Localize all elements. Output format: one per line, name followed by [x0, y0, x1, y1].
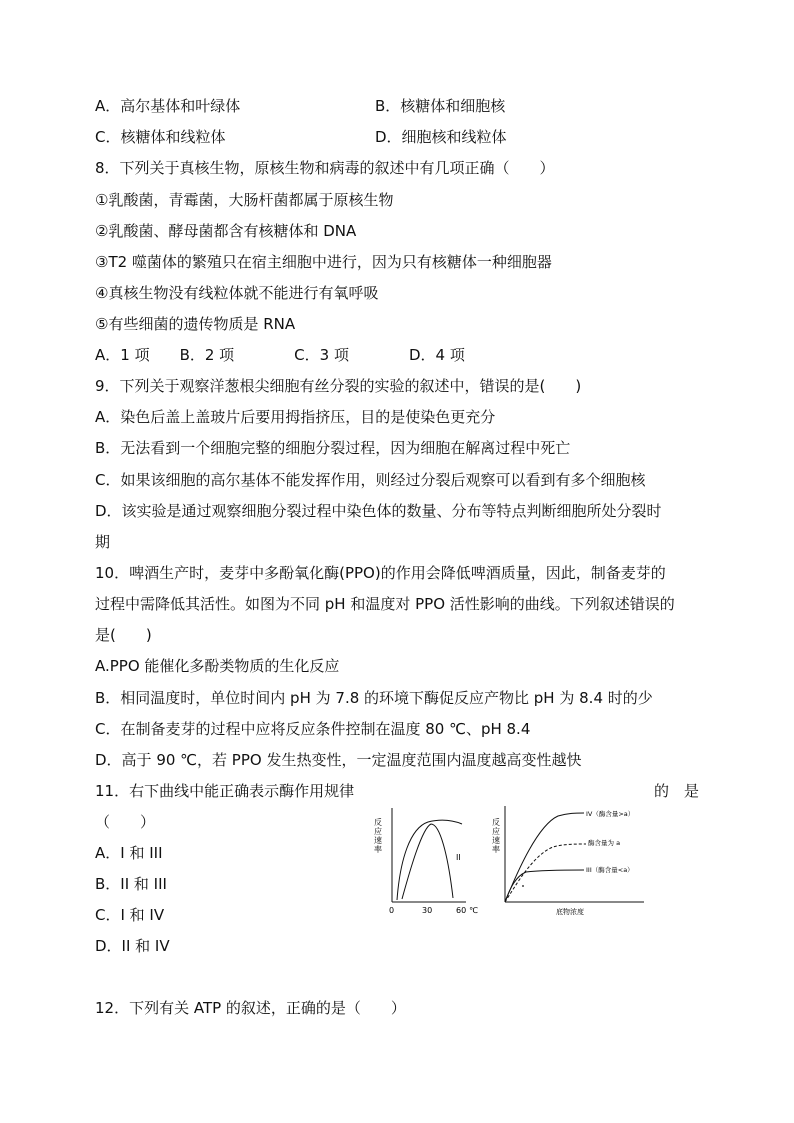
q9-option-c: C．如果该细胞的高尔基体不能发挥作用，则经过分裂后观察可以看到有多个细胞核	[95, 471, 646, 489]
q12-stem: 12．下列有关 ATP 的叙述，正确的是（ ）	[95, 999, 406, 1017]
q10-option-a: A.PPO 能催化多酚类物质的生化反应	[95, 657, 340, 675]
q9-option-d-line2: 期	[95, 533, 111, 551]
q10-stem-line1: 10．啤酒生产时，麦芽中多酚氧化酶(PPO)的作用会降低啤酒质量，因此，制备麦芽的	[95, 564, 666, 582]
q8-options: A．1 项 B．2 项 C．3 项 D．4 项	[95, 346, 465, 364]
fig-right-ylabel-2: 应	[492, 827, 500, 836]
q11-option-a: A．I 和 III	[95, 844, 163, 862]
fig-left-tick-0: 0	[389, 906, 395, 915]
fig-right-label-a: 酶含量为 a	[588, 839, 621, 847]
fig-left-tick-60: 60	[456, 906, 467, 915]
q11-figure-substrate	[488, 800, 704, 920]
q9-stem: 9．下列关于观察洋葱根尖细胞有丝分裂的实验的叙述中，错误的是( )	[95, 377, 582, 395]
q10-stem-line2: 过程中需降低其活性。如图为不同 pH 和温度对 PPO 活性影响的曲线。下列叙述错误的	[95, 595, 675, 613]
fig-left-curve-ii	[402, 824, 453, 899]
q8-item-3: ③T2 噬菌体的繁殖只在宿主细胞中进行，因为只有核糖体一种细胞器	[95, 253, 552, 271]
fig-right-label-iii: III（酶含量<a）	[586, 866, 634, 874]
fig-left-unit: ℃	[469, 906, 478, 915]
q11-stem: 11．右下曲线中能正确表示酶作用规律	[95, 782, 355, 800]
q7-option-c: C．核糖体和线粒体	[95, 128, 226, 146]
fig-right-ylabel-4: 率	[492, 845, 500, 854]
q7-option-a: A．高尔基体和叶绿体	[95, 97, 241, 115]
q11-option-d: D．II 和 IV	[95, 937, 170, 955]
fig-left-ylabel-4: 率	[374, 845, 382, 854]
fig-right-xlabel: 底物浓度	[556, 908, 584, 916]
q7-option-d: D．细胞核和线粒体	[375, 128, 507, 146]
fig-right-dot	[522, 885, 524, 887]
q11-option-b: B．II 和 III	[95, 875, 167, 893]
q8-item-4: ④真核生物没有线粒体就不能进行有氧呼吸	[95, 284, 379, 302]
q11-stem-end: 的 是	[654, 782, 700, 800]
q9-option-a: A．染色后盖上盖玻片后要用拇指挤压，目的是使染色更充分	[95, 408, 496, 426]
q11-figure-temperature	[370, 800, 482, 918]
q7-option-b: B．核糖体和细胞核	[375, 97, 506, 115]
q9-option-b: B．无法看到一个细胞完整的细胞分裂过程，因为细胞在解离过程中死亡	[95, 439, 571, 457]
fig-left-ylabel-3: 速	[374, 836, 382, 845]
fig-right-label-iv: IV（酶含量>a）	[586, 810, 635, 818]
fig-left-ylabel-2: 应	[374, 827, 382, 836]
q8-item-1: ①乳酸菌，青霉菌，大肠杆菌都属于原核生物	[95, 191, 394, 209]
q11-option-c: C．I 和 IV	[95, 906, 165, 924]
q10-option-c: C．在制备麦芽的过程中应将反应条件控制在温度 80 ℃、pH 8.4	[95, 720, 531, 738]
fig-right-ylabel-3: 速	[492, 836, 500, 845]
q9-option-d-line1: D．该实验是通过观察细胞分裂过程中染色体的数量、分布等特点判断细胞所处分裂时	[95, 502, 662, 520]
q10-stem-line3: 是( )	[95, 626, 152, 644]
fig-left-label-ii: II	[456, 853, 461, 862]
fig-right-curve-iv	[505, 813, 584, 902]
q10-option-b: B．相同温度时，单位时间内 pH 为 7.8 的环境下酶促反应产物比 pH 为 8.4 时的少	[95, 689, 653, 707]
fig-right-ylabel-1: 反	[492, 818, 500, 827]
q8-stem: 8．下列关于真核生物，原核生物和病毒的叙述中有几项正确（ ）	[95, 159, 555, 177]
q10-option-d: D．高于 90 ℃，若 PPO 发生热变性，一定温度范围内温度越高变性越快	[95, 751, 582, 769]
fig-left-ylabel-1: 反	[374, 818, 382, 827]
fig-left-tick-30: 30	[422, 906, 433, 915]
q11-paren: （ ）	[95, 813, 156, 831]
q8-item-2: ②乳酸菌、酵母菌都含有核糖体和 DNA	[95, 222, 357, 240]
q8-item-5: ⑤有些细菌的遗传物质是 RNA	[95, 315, 296, 333]
